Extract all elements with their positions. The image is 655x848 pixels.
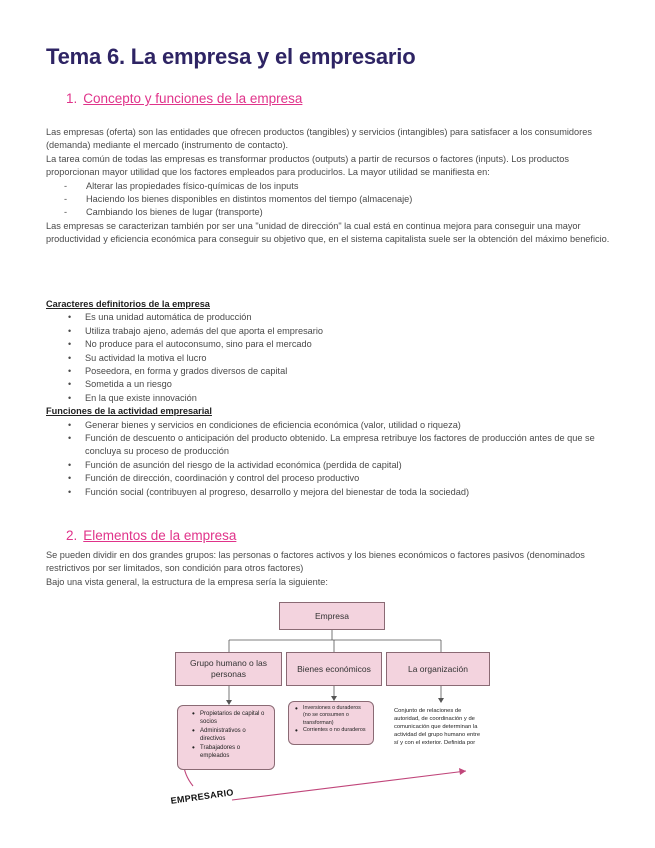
list-item: • Administrativos o directivos: [190, 727, 268, 744]
organizacion-box: [386, 652, 490, 686]
intro-paragraph-3: Las empresas se caracterizan también por ser una "unidad de dirección" la cual está en continua mejora para conseguir una mayor productividad y eficiencia económica para conseguir su objetivo que, en el sistema capitalista suele ser la obtención del máximo beneficio.: [46, 220, 610, 245]
list-item: • Poseedora, en forma y grados diversos de capital: [46, 365, 611, 378]
intro-paragraph-1: Las empresas (oferta) son las entidades que ofrecen productos (tangibles) y servicios (intangibles) para satisfacer a los consumidores (demanda) mediante el mercado (instrumento de contacto).: [46, 127, 592, 151]
list-item: • Es una unidad automática de producción: [46, 311, 611, 324]
list-item: • Su actividad la motiva el lucro: [46, 352, 611, 365]
empresa-box: [279, 602, 385, 630]
list-item: - Haciendo los bienes disponibles en distintos momentos del tiempo (almacenaje): [46, 193, 611, 206]
grupo-humano-list: [190, 710, 268, 760]
list-item: • Función de dirección, coordinación y control del proceso productivo: [46, 472, 611, 485]
list-item: • Corrientes o no duraderos: [293, 727, 369, 734]
list-item: • Sometida a un riesgo: [46, 378, 611, 391]
list-item: • Inversiones o duraderos (no se consumen o transforman): [293, 705, 369, 727]
empresario-label: EMPRESARIO: [170, 787, 235, 806]
organizacion-note: Conjunto de relaciones de autoridad, de coordinación y de comunicación que determinan la actividad del grupo humano entre sí y con el exterior. Definida por: [394, 708, 481, 746]
list-item: - Cambiando los bienes de lugar (transporte): [46, 206, 611, 219]
funciones-heading: Funciones de la actividad empresarial: [46, 406, 212, 417]
section-2-number: 2.: [66, 528, 78, 543]
grupo-humano-box: [175, 652, 282, 686]
list-item: • Función de asunción del riesgo de la actividad económica (perdida de capital): [46, 459, 611, 472]
grupo-humano-detail-box: [177, 705, 275, 770]
organizacion-label: La organización: [407, 663, 468, 674]
bienes-list: [293, 705, 369, 735]
list-item: • Función de descuento o anticipación del producto obtenido. La empresa retribuye los factores de producción antes de que se concluya su proceso de producción: [46, 432, 611, 459]
list-item: • En la que existe innovación: [46, 392, 611, 405]
section-1-title: Concepto y funciones de la empresa: [83, 91, 303, 106]
list-item: • Generar bienes y servicios en condiciones de eficiencia económica (valor, utilidad o riqueza): [46, 419, 611, 432]
section-1-number: 1.: [66, 91, 78, 106]
caracteres-heading: Caracteres definitorios de la empresa: [46, 299, 210, 309]
intro-paragraph-2: La tarea común de todas las empresas es transformar productos (outputs) a partir de recursos o factores (inputs). Los productos proporcionan mayor utilidad que los factores empleados para producirlos. La mayor utilidad se manifiesta en:: [46, 153, 569, 178]
grupo-humano-label: Grupo humano o las personas: [189, 658, 268, 679]
list-item: • Trabajadores o empleados: [190, 744, 268, 761]
section-2-title: Elementos de la empresa: [83, 528, 237, 543]
list-item: • Utiliza trabajo ajeno, además del que aporta el empresario: [46, 325, 611, 338]
bienes-detail-box: [288, 701, 374, 745]
bienes-economicos-box: [286, 652, 382, 686]
list-item: • Función social (contribuyen al progreso, desarrollo y mejora del bienestar de toda la sociedad): [46, 486, 611, 499]
list-item: - Alterar las propiedades físico-químicas de los inputs: [46, 180, 611, 193]
elementos-paragraph-1: Se pueden dividir en dos grandes grupos: las personas o factores activos y los bienes económicos o factores pasivos (denominados restrictivos por ser limitados, son condición para otros factores): [46, 550, 585, 574]
list-item: • Propietarios de capital o socios: [190, 710, 268, 727]
empresa-label: Empresa: [314, 610, 349, 621]
elementos-paragraph-2: Bajo una vista general, la estructura de la empresa sería la siguiente:: [46, 576, 328, 587]
page-title: Tema 6. La empresa y el empresario: [46, 44, 416, 69]
list-item: • No produce para el autoconsumo, sino para el mercado: [46, 338, 611, 351]
bienes-economicos-label: Bienes económicos: [297, 663, 371, 674]
